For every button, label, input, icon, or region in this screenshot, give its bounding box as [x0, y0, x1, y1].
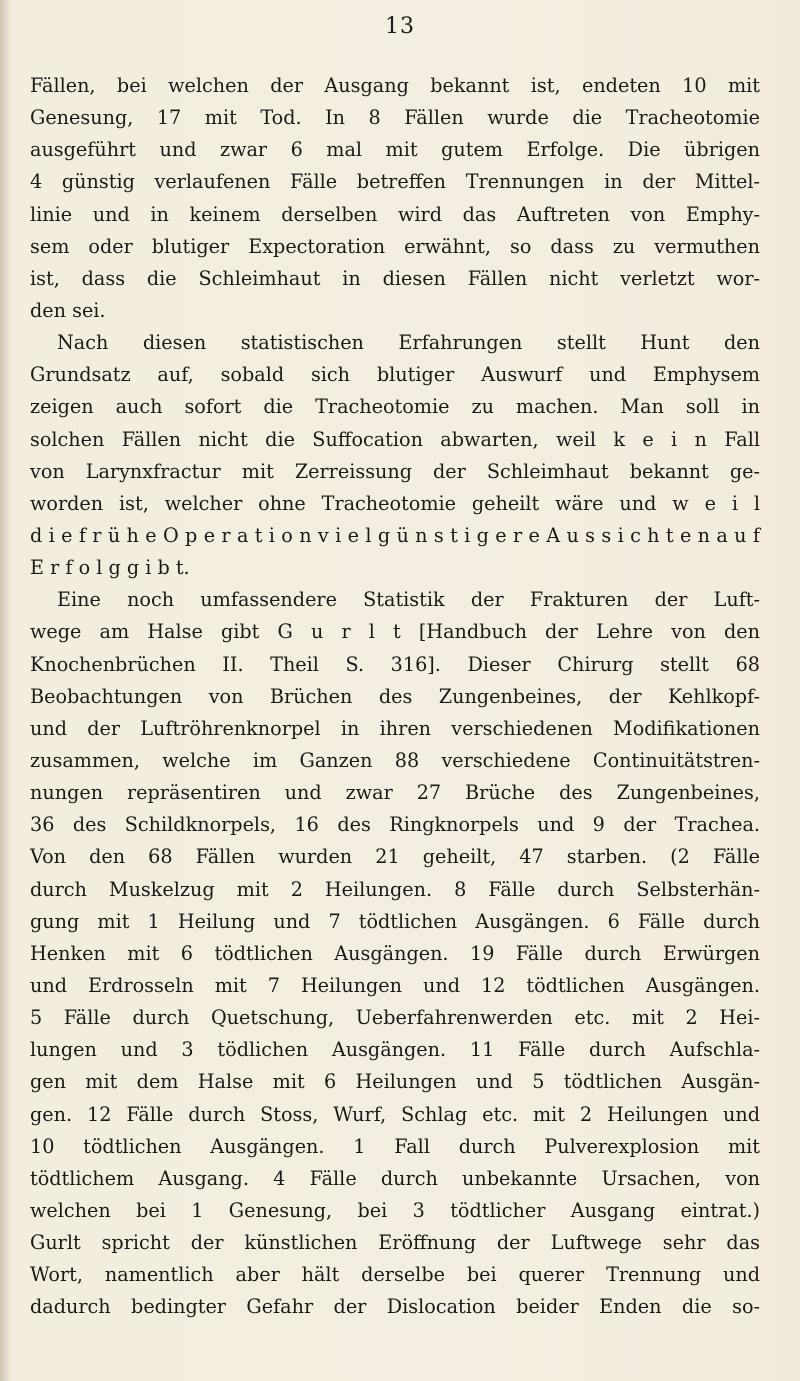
text-line: linie und in keinem derselben wird das Auftreten von Emphy- [30, 202, 760, 226]
body-text [30, 70, 760, 1323]
text-line: dadurch bedingter Gefahr der Dislocation beider Enden die so- [30, 1295, 760, 1319]
text-line: tödtlichem Ausgang. 4 Fälle durch unbekannte Ursachen, von [30, 1166, 760, 1190]
text-line: den sei. [30, 298, 106, 322]
text-line: Von den 68 Fällen wurden 21 geheilt, 47 starben. (2 Fälle [30, 845, 760, 869]
text-line: welchen bei 1 Genesung, bei 3 tödtlicher Ausgang eintrat.) [30, 1198, 760, 1222]
text-line: Knochenbrüchen II. Theil S. 316]. Dieser Chirurg stellt 68 [30, 652, 760, 676]
text-line: 10 tödtlichen Ausgängen. 1 Fall durch Pulverexplosion mit [30, 1134, 760, 1158]
text-line: durch Muskelzug mit 2 Heilungen. 8 Fälle durch Selbsterhän- [30, 877, 760, 901]
text-line: nungen repräsentiren und zwar 27 Brüche des Zungenbeines, [30, 781, 760, 805]
text-line: Eine noch umfassendere Statistik der Frakturen der Luft- [57, 588, 760, 612]
text-line: sem oder blutiger Expectoration erwähnt, so dass zu vermuthen [30, 234, 760, 258]
text-line: 4 günstig verlaufenen Fälle betreffen Trennungen in der Mittel- [30, 170, 760, 194]
text-line: lungen und 3 tödlichen Ausgängen. 11 Fälle durch Aufschla- [30, 1038, 760, 1062]
text-line: Fällen, bei welchen der Ausgang bekannt ist, endeten 10 mit [30, 74, 760, 97]
text-line: zusammen, welche im Ganzen 88 verschiedene Continuitätstren- [30, 748, 760, 772]
text-line: 36 des Schildknorpels, 16 des Ringknorpels und 9 der Trachea. [30, 813, 760, 837]
text-line: und Erdrosseln mit 7 Heilungen und 12 tödtlichen Ausgängen. [30, 973, 760, 997]
text-line: Gurlt spricht der künstlichen Eröffnung der Luftwege sehr das [30, 1231, 760, 1255]
text-line: und der Luftröhrenknorpel in ihren verschiedenen Modifikationen [30, 716, 760, 740]
text-line: solchen Fällen nicht die Suffocation abwarten, weil k e i n Fall [30, 427, 760, 451]
text-line: Nach diesen statistischen Erfahrungen stellt Hunt den [57, 331, 760, 355]
text-line: Wort, namentlich aber hält derselbe bei querer Trennung und [30, 1263, 760, 1287]
text-line: gen. 12 Fälle durch Stoss, Wurf, Schlag etc. mit 2 Heilungen und [30, 1102, 760, 1126]
text-line: gen mit dem Halse mit 6 Heilungen und 5 tödtlichen Ausgän- [30, 1070, 760, 1094]
page-number: 13 [385, 14, 415, 39]
page-edge-shadow [0, 0, 10, 1381]
text-line: wege am Halse gibt G u r l t [Handbuch der Lehre von den [30, 620, 760, 644]
text-line: worden ist, welcher ohne Tracheotomie geheilt wäre und w e i l [30, 491, 760, 515]
text-line: 5 Fälle durch Quetschung, Ueberfahrenwerden etc. mit 2 Hei- [30, 1006, 760, 1030]
text-line: gung mit 1 Heilung und 7 tödtlichen Ausgängen. 6 Fälle durch [30, 909, 760, 933]
text-line: Beobachtungen von Brüchen des Zungenbeines, der Kehlkopf- [30, 684, 760, 708]
text-line: ist, dass die Schleimhaut in diesen Fällen nicht verletzt wor- [30, 266, 760, 290]
text-line: d i e f r ü h e O p e r a t i o n v i e l g ü n s t i g e r e A u s s i c h t e n a u f [30, 523, 760, 547]
text-line: zeigen auch sofort die Tracheotomie zu machen. Man soll in [30, 395, 760, 419]
text-line: Grundsatz auf, sobald sich blutiger Auswurf und Emphysem [30, 363, 760, 387]
text-line: Henken mit 6 tödtlichen Ausgängen. 19 Fälle durch Erwürgen [30, 941, 760, 965]
text-line: E r f o l g g i b t. [30, 556, 190, 580]
text-line: Genesung, 17 mit Tod. In 8 Fällen wurde die Tracheotomie [30, 106, 760, 130]
text-line: von Larynxfractur mit Zerreissung der Schleimhaut bekannt ge- [30, 459, 760, 483]
text-line: ausgeführt und zwar 6 mal mit gutem Erfolge. Die übrigen [30, 138, 760, 162]
